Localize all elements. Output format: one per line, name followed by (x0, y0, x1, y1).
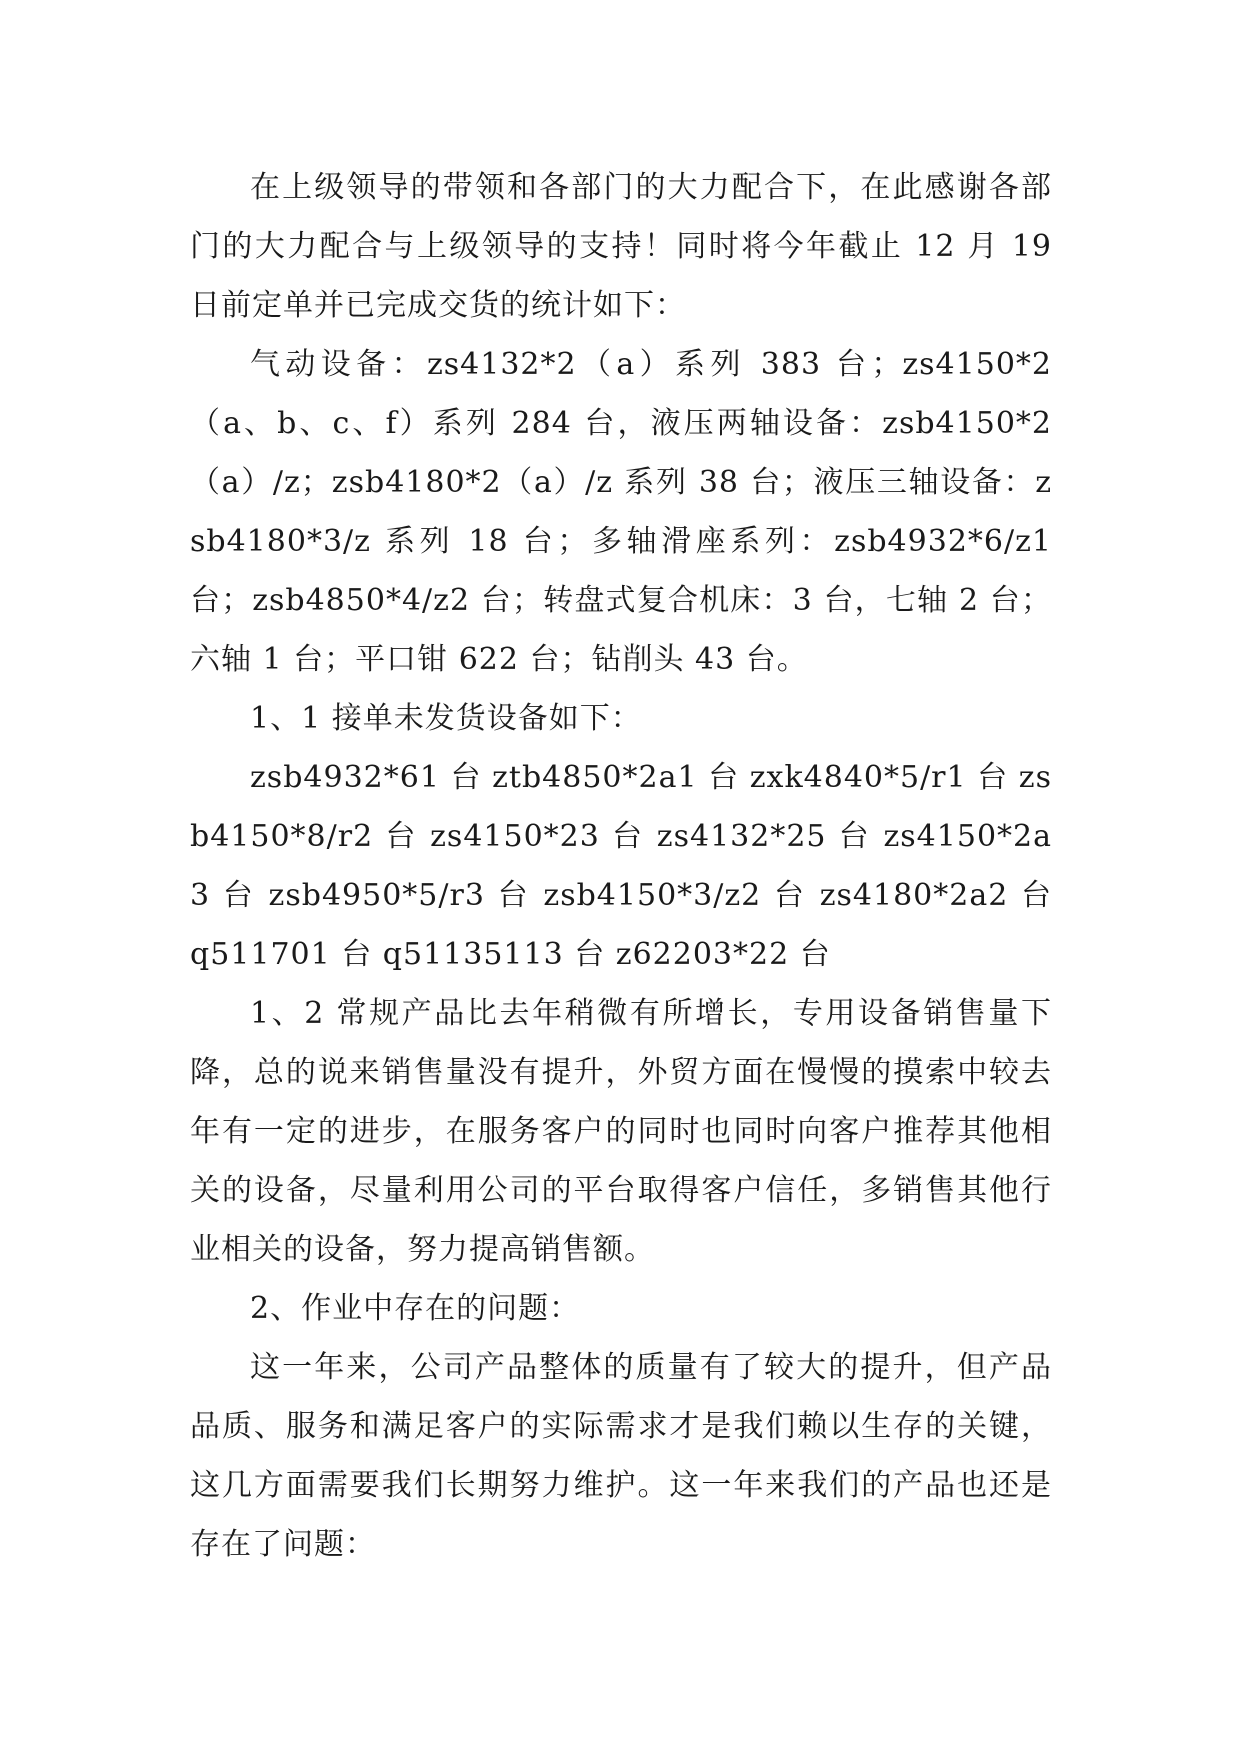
paragraph-intro: 在上级领导的带领和各部门的大力配合下，在此感谢各部门的大力配合与上级领导的支持！同时将今年截止 12 月 19 日前定单并已完成交货的统计如下： (190, 170, 1052, 323)
paragraph-unshipped-list: zsb4932*61 台 ztb4850*2a1 台 zxk4840*5/r1 台 zsb4150*8/r2 台 zs4150*23 台 zs4132*25 台 zs4150*2a3 台 zsb4950*5/r3 台 zsb4150*3/z2 台 zs4180*2a2 台 q511701 台 q51135113 台 z62203*22 台 (190, 760, 1052, 972)
document-body (190, 158, 1052, 1574)
paragraph-heading-unshipped: 1、1 接单未发货设备如下： (250, 701, 642, 736)
paragraph-delivered-equipment: 气动设备：zs4132*2（a）系列 383 台；zs4150*2（a、b、c、f）系列 284 台，液压两轴设备：zsb4150*2（a）/z；zsb4180*2（a）/z 系列 38 台；液压三轴设备：zsb4180*3/z 系列 18 台；多轴滑座系列：zsb4932*6/z1 台；zsb4850*4/z2 台；转盘式复合机床：3 台，七轴 2 台；六轴 1 台；平口钳 622 台；钻削头 43 台。 (190, 347, 1052, 677)
paragraph-sales-summary: 1、2 常规产品比去年稍微有所增长，专用设备销售量下降，总的说来销售量没有提升，外贸方面在慢慢的摸索中较去年有一定的进步，在服务客户的同时也同时向客户推荐其他相关的设备，尽量利用公司的平台取得客户信任，多销售其他行业相关的设备，努力提高销售额。 (190, 996, 1052, 1267)
paragraph-heading-problems: 2、作业中存在的问题： (250, 1291, 581, 1326)
paragraph-problems: 这一年来，公司产品整体的质量有了较大的提升，但产品品质、服务和满足客户的实际需求才是我们赖以生存的关键，这几方面需要我们长期努力维护。这一年来我们的产品也还是存在了问题： (190, 1350, 1052, 1562)
